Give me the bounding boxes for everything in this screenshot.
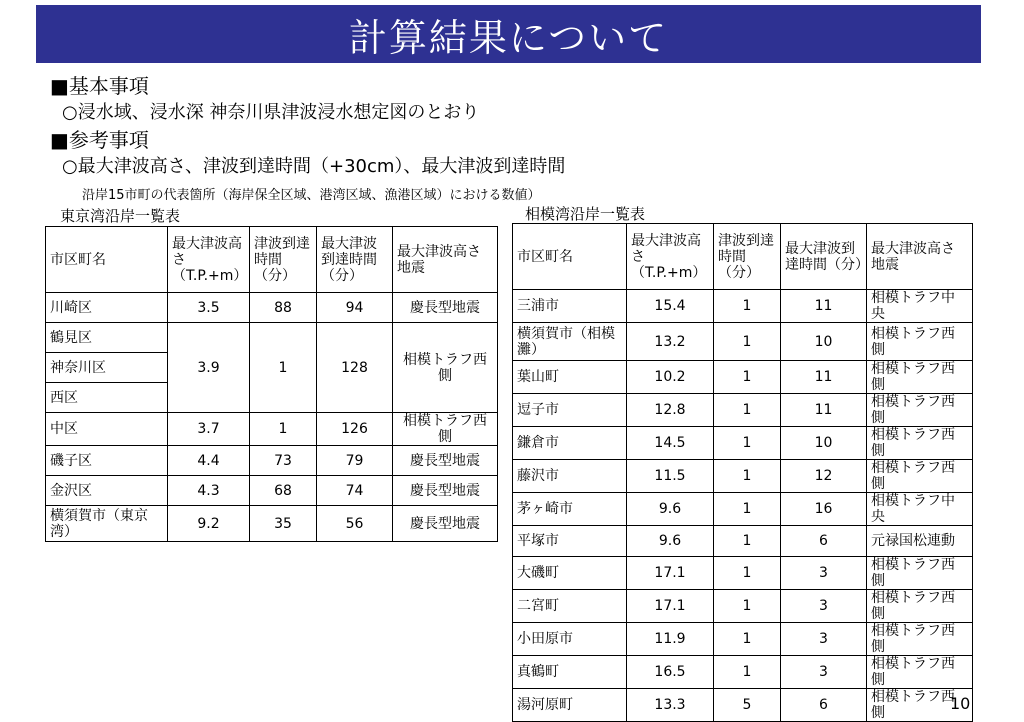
cell-max-arrival: 3 xyxy=(781,557,867,590)
cell-name: 葉山町 xyxy=(513,361,627,394)
cell-name: 湯河原町 xyxy=(513,689,627,722)
cell-quake: 相模トラフ西側 xyxy=(867,623,973,656)
cell-height: 11.9 xyxy=(627,623,714,656)
cell-height: 10.2 xyxy=(627,361,714,394)
cell-max-arrival: 3 xyxy=(781,656,867,689)
cell-arrival: 1 xyxy=(714,590,781,623)
cell-quake: 相模トラフ中央 xyxy=(867,290,973,323)
header-quake: 最大津波高さ地震 xyxy=(393,227,498,293)
basic-heading: ■基本事項 xyxy=(50,74,149,98)
cell-arrival: 1 xyxy=(714,623,781,656)
header-max-arrival: 最大津波到達時間（分） xyxy=(317,227,393,293)
cell-height: 3.5 xyxy=(168,293,250,323)
cell-arrival: 1 xyxy=(714,361,781,394)
cell-max-arrival: 94 xyxy=(317,293,393,323)
cell-name: 鎌倉市 xyxy=(513,427,627,460)
cell-arrival: 1 xyxy=(714,290,781,323)
table-row xyxy=(513,557,973,590)
header-arrival: 津波到達時間（分） xyxy=(250,227,317,293)
cell-quake: 相模トラフ西側 xyxy=(867,427,973,460)
cell-name: 神奈川区 xyxy=(46,353,168,383)
cell-quake: 相模トラフ西側 xyxy=(867,557,973,590)
cell-quake: 相模トラフ中央 xyxy=(867,493,973,526)
cell-name: 川崎区 xyxy=(46,293,168,323)
cell-arrival: 1 xyxy=(250,413,317,446)
cell-quake: 慶長型地震 xyxy=(393,506,498,542)
table-row xyxy=(46,413,498,446)
cell-name: 磯子区 xyxy=(46,446,168,476)
cell-quake: 相模トラフ西側 xyxy=(867,323,973,361)
cell-height: 9.2 xyxy=(168,506,250,542)
cell-height: 17.1 xyxy=(627,590,714,623)
tokyo-table xyxy=(45,226,498,542)
header-quake: 最大津波高さ地震 xyxy=(867,224,973,290)
cell-max-arrival: 3 xyxy=(781,590,867,623)
cell-height: 9.6 xyxy=(627,493,714,526)
table-row xyxy=(513,590,973,623)
cell-height: 11.5 xyxy=(627,460,714,493)
reference-text: ○最大津波高さ、津波到達時間（+30cm）、最大津波到達時間 xyxy=(62,156,566,177)
cell-name: 藤沢市 xyxy=(513,460,627,493)
table-row xyxy=(513,493,973,526)
table-row xyxy=(46,476,498,506)
cell-max-arrival: 126 xyxy=(317,413,393,446)
cell-arrival: 1 xyxy=(250,323,317,413)
table-row xyxy=(513,427,973,460)
cell-height: 13.2 xyxy=(627,323,714,361)
cell-arrival: 73 xyxy=(250,446,317,476)
table-row xyxy=(513,361,973,394)
cell-height: 12.8 xyxy=(627,394,714,427)
table-row xyxy=(513,526,973,557)
cell-quake: 慶長型地震 xyxy=(393,446,498,476)
table-row xyxy=(513,623,973,656)
cell-arrival: 1 xyxy=(714,460,781,493)
cell-arrival: 1 xyxy=(714,323,781,361)
cell-height: 16.5 xyxy=(627,656,714,689)
cell-quake: 相模トラフ西側 xyxy=(867,460,973,493)
cell-name: 小田原市 xyxy=(513,623,627,656)
cell-height: 13.3 xyxy=(627,689,714,722)
cell-name: 真鶴町 xyxy=(513,656,627,689)
cell-quake: 相模トラフ西側 xyxy=(393,413,498,446)
cell-name: 茅ヶ崎市 xyxy=(513,493,627,526)
cell-arrival: 1 xyxy=(714,557,781,590)
cell-max-arrival: 6 xyxy=(781,526,867,557)
cell-arrival: 1 xyxy=(714,427,781,460)
cell-name: 三浦市 xyxy=(513,290,627,323)
cell-quake: 元禄国松連動 xyxy=(867,526,973,557)
cell-name: 鶴見区 xyxy=(46,323,168,353)
header-height: 最大津波高さ（T.P.+m） xyxy=(627,224,714,290)
reference-note: 沿岸15市町の代表箇所（海岸保全区域、港湾区域、漁港区域）における数値） xyxy=(82,188,541,203)
cell-max-arrival: 12 xyxy=(781,460,867,493)
cell-arrival: 1 xyxy=(714,394,781,427)
cell-height: 3.7 xyxy=(168,413,250,446)
cell-quake: 相模トラフ西側 xyxy=(867,361,973,394)
cell-name: 横須賀市（東京湾） xyxy=(46,506,168,542)
cell-name: 西区 xyxy=(46,383,168,413)
cell-quake: 慶長型地震 xyxy=(393,476,498,506)
table-row xyxy=(46,323,498,353)
cell-name: 二宮町 xyxy=(513,590,627,623)
cell-max-arrival: 11 xyxy=(781,290,867,323)
header-name: 市区町名 xyxy=(46,227,168,293)
cell-height: 3.9 xyxy=(168,323,250,413)
cell-height: 9.6 xyxy=(627,526,714,557)
table-row xyxy=(513,290,973,323)
cell-name: 中区 xyxy=(46,413,168,446)
cell-name: 金沢区 xyxy=(46,476,168,506)
cell-arrival: 5 xyxy=(714,689,781,722)
cell-max-arrival: 74 xyxy=(317,476,393,506)
header-arrival: 津波到達時間（分） xyxy=(714,224,781,290)
cell-arrival: 1 xyxy=(714,493,781,526)
cell-quake: 相模トラフ西側 xyxy=(393,323,498,413)
cell-height: 17.1 xyxy=(627,557,714,590)
basic-text: ○浸水域、浸水深 神奈川県津波浸水想定図のとおり xyxy=(62,102,480,123)
cell-quake: 相模トラフ西側 xyxy=(867,689,973,722)
table-row xyxy=(513,656,973,689)
table-row xyxy=(46,446,498,476)
cell-max-arrival: 11 xyxy=(781,361,867,394)
cell-arrival: 35 xyxy=(250,506,317,542)
cell-max-arrival: 6 xyxy=(781,689,867,722)
cell-height: 4.3 xyxy=(168,476,250,506)
cell-quake: 慶長型地震 xyxy=(393,293,498,323)
cell-arrival: 68 xyxy=(250,476,317,506)
reference-heading: ■参考事項 xyxy=(50,128,149,152)
header-name: 市区町名 xyxy=(513,224,627,290)
cell-name: 逗子市 xyxy=(513,394,627,427)
table-row xyxy=(513,394,973,427)
cell-height: 4.4 xyxy=(168,446,250,476)
cell-max-arrival: 128 xyxy=(317,323,393,413)
cell-name: 横須賀市（相模灘） xyxy=(513,323,627,361)
table-row xyxy=(513,460,973,493)
page-title: 計算結果について xyxy=(36,5,981,63)
cell-max-arrival: 56 xyxy=(317,506,393,542)
cell-max-arrival: 16 xyxy=(781,493,867,526)
sagami-caption: 相模湾沿岸一覧表 xyxy=(525,205,646,223)
table-row xyxy=(513,689,973,722)
tokyo-caption: 東京湾沿岸一覧表 xyxy=(60,207,181,225)
cell-arrival: 1 xyxy=(714,656,781,689)
cell-max-arrival: 10 xyxy=(781,323,867,361)
cell-max-arrival: 3 xyxy=(781,623,867,656)
header-max-arrival: 最大津波到達時間（分） xyxy=(781,224,867,290)
cell-max-arrival: 10 xyxy=(781,427,867,460)
sagami-table xyxy=(512,223,973,722)
cell-height: 14.5 xyxy=(627,427,714,460)
cell-quake: 相模トラフ西側 xyxy=(867,590,973,623)
cell-arrival: 88 xyxy=(250,293,317,323)
cell-max-arrival: 79 xyxy=(317,446,393,476)
table-row xyxy=(46,293,498,323)
cell-quake: 相模トラフ西側 xyxy=(867,656,973,689)
cell-height: 15.4 xyxy=(627,290,714,323)
cell-name: 大磯町 xyxy=(513,557,627,590)
cell-arrival: 1 xyxy=(714,526,781,557)
cell-max-arrival: 11 xyxy=(781,394,867,427)
cell-quake: 相模トラフ西側 xyxy=(867,394,973,427)
page-number: 10 xyxy=(950,694,971,713)
table-row xyxy=(46,506,498,542)
table-row xyxy=(513,323,973,361)
cell-name: 平塚市 xyxy=(513,526,627,557)
header-height: 最大津波高さ（T.P.+m） xyxy=(168,227,250,293)
